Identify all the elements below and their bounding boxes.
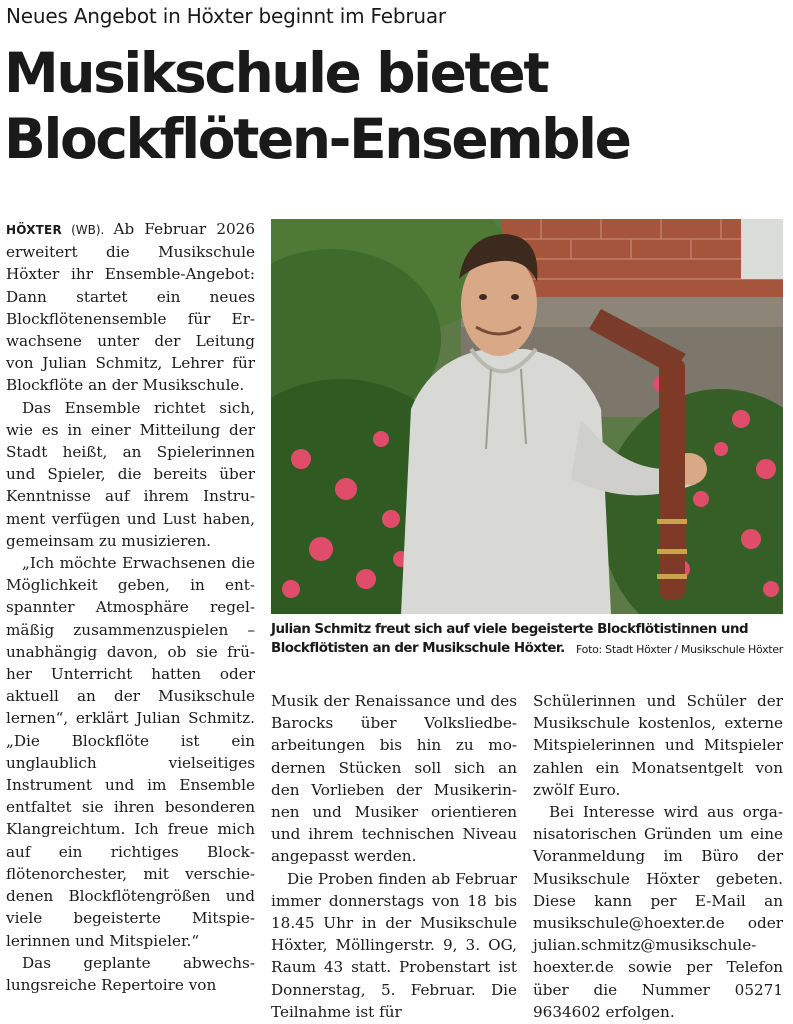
paragraph-6: Bei Interesse wird aus organisatorischen Gründen um eine Voranmeldung im Büro der Musikschule Höxter gebeten. Diese kann per E-Mail an musikschule@hoexter.de oder julian.schmitz@musikschule-hoexter.de sowie per Telefon über die Nummer 05271 9634602 erfolgen. bbox=[533, 803, 783, 1021]
headline-line-1: Musikschule bietet bbox=[4, 41, 548, 105]
text-column-3 bbox=[533, 690, 783, 1023]
paragraph-1 bbox=[6, 218, 255, 397]
paragraph-4-continued: Musik der Renaissance und des Barocks über Volksliedbearbeitungen bis hin zu modernen Stücken soll sich an den Vorlieben der Musikerinnen und Musiker orientieren und ihrem technischen Niveau angepasst werden. bbox=[271, 692, 517, 866]
headline-line-2: Blockflöten-Ensemble bbox=[4, 107, 630, 171]
photo-credit: Foto: Stadt Höxter / Musikschule Höxter bbox=[576, 643, 783, 656]
caption-text: Julian Schmitz freut sich auf viele begeisterte Blockflötistinnen und Blockflötisten an der Musikschule Höxter. bbox=[271, 622, 749, 656]
text-column-2 bbox=[271, 690, 517, 1023]
paragraph-4-start: Das geplante abwechslungsreiche Repertoire von bbox=[6, 953, 255, 994]
photo-caption bbox=[271, 620, 783, 659]
article-kicker: Neues Angebot in Höxter beginnt im Februar bbox=[6, 4, 446, 28]
article-headline bbox=[4, 40, 789, 172]
paragraph-1-text: Ab Februar 2026 erweitert die Musikschule Höxter ihr Ensemble-Angebot: Dann startet ein neues Blockflötenensemble für Erwachsene unter der Leitung von Julian Schmitz, Lehrer für Blockflöte an der Musikschule. bbox=[6, 220, 255, 395]
photo-illustration bbox=[271, 219, 783, 614]
article-photo bbox=[271, 219, 783, 614]
text-column-1 bbox=[6, 218, 255, 996]
dateline: HÖXTER bbox=[6, 223, 62, 237]
agency-tag: (WB). bbox=[61, 223, 114, 237]
paragraph-5-continued: Schülerinnen und Schüler der Musikschule kostenlos, externe Mitspielerinnen und Mitspieler zahlen ein Monatsentgelt von zwölf Euro. bbox=[533, 692, 783, 799]
paragraph-3: „Ich möchte Erwachsenen die Möglichkeit geben, in entspannter Atmosphäre regelmäßig zusammenzuspielen – unabhängig davon, ob sie früher Unterricht hatten oder aktuell an der Musikschule lernen“, erklärt Julian Schmitz. „Die Blockflöte ist ein unglaublich vielseitiges Instrument und im Ensemble entfaltet sie ihren besonderen Klangreichtum. Ich freue mich auf ein richtiges Blockflötenorchester, mit verschiedenen Blockflötengrößen und viele begeisterte Mitspielerinnen und Mitspieler.“ bbox=[6, 554, 255, 950]
paragraph-2: Das Ensemble richtet sich, wie es in einer Mitteilung der Stadt heißt, an Spielerinnen und Spieler, die bereits über Kenntnisse auf ihrem Instrument verfügen und Lust haben, gemeinsam zu musizieren. bbox=[6, 398, 255, 550]
paragraph-5-start: Die Proben finden ab Februar immer donnerstags von 18 bis 18.45 Uhr in der Musikschule Höxter, Möllingerstr. 9, 3. OG, Raum 43 statt. Probenstart ist Donnerstag, 5. Februar. Die Teilnahme ist für bbox=[271, 869, 517, 1021]
